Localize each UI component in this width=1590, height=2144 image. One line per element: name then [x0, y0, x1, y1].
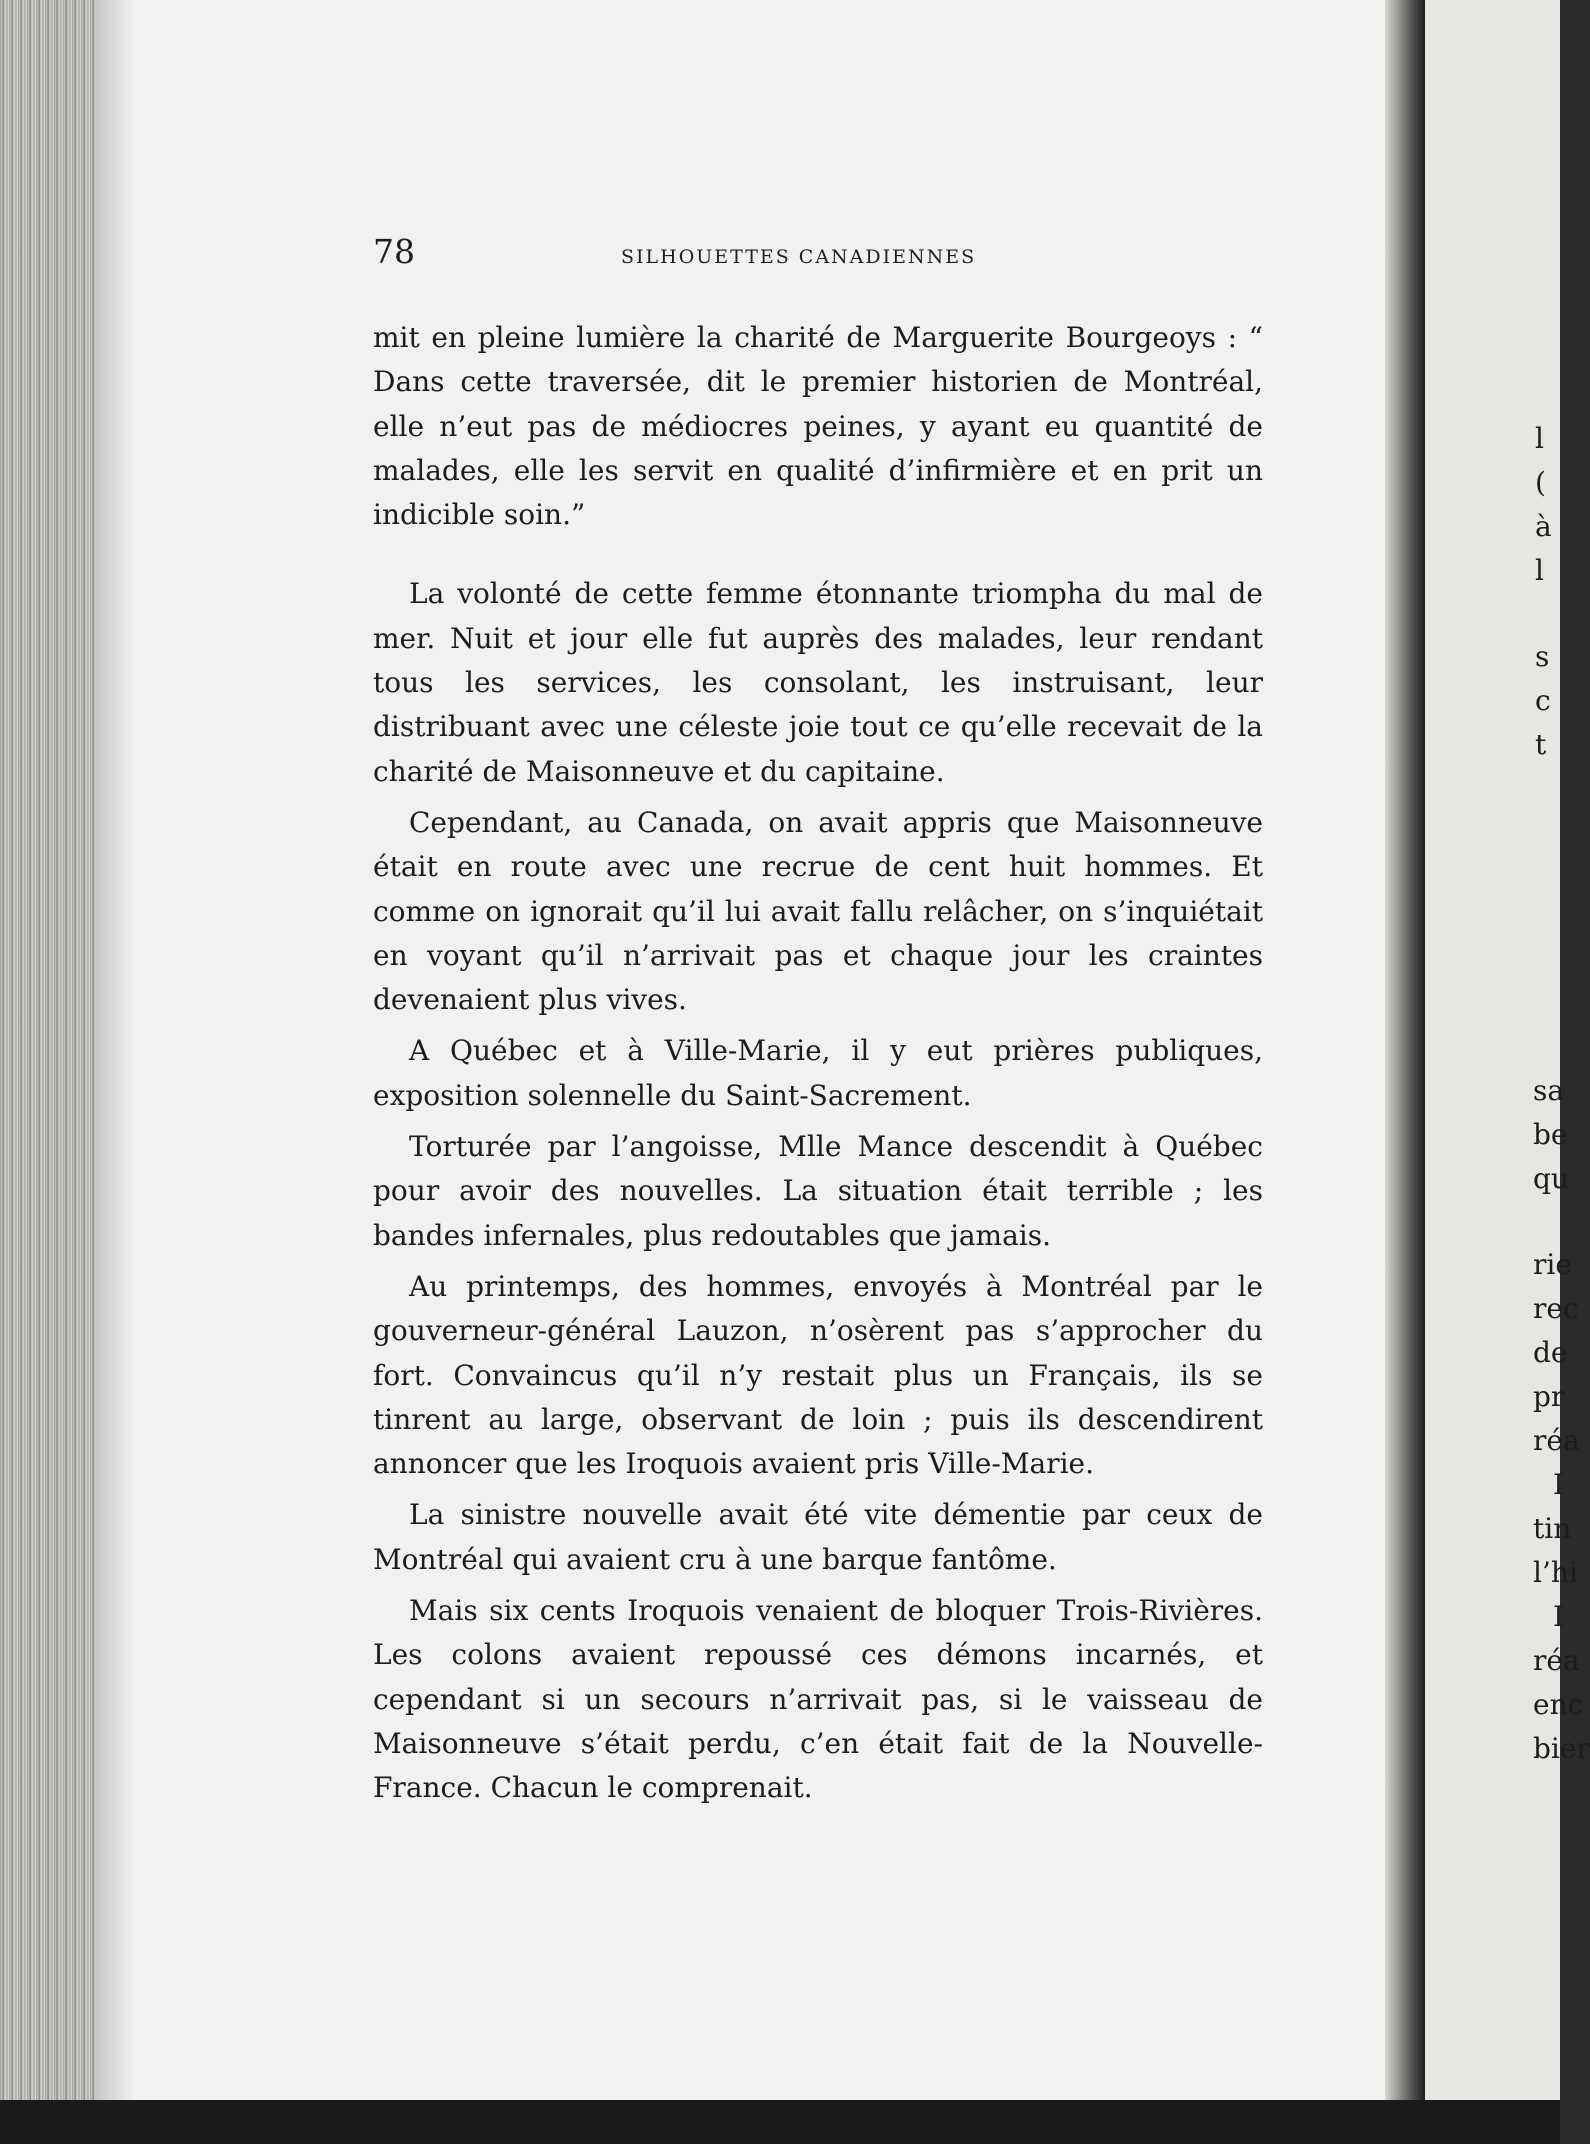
paragraph: A Québec et à Ville-Marie, il y eut prières publiques, exposition solennelle du Saint-Sacrement.	[373, 1034, 1263, 1112]
text-fragment: rec	[1533, 1292, 1579, 1325]
text-fragment: be	[1533, 1118, 1568, 1151]
text-fragment: sa	[1533, 1074, 1565, 1107]
text-fragment: l	[1535, 422, 1544, 455]
page-block-edge	[0, 0, 95, 2144]
paragraph: Au printemps, des hommes, envoyés à Montréal par le gouverneur-général Lauzon, n’osèrent pas s’approcher du fort. Convaincus qu’il n’y restait plus un Français, ils se tinrent au large, observant de loin ; puis ils descendirent annoncer que les Iroquois avaient pris Ville-Marie.	[373, 1269, 1263, 1481]
text-fragment: pr	[1533, 1380, 1565, 1413]
text-fragment: l’hi	[1533, 1556, 1578, 1589]
text-fragment: tin	[1533, 1512, 1572, 1545]
paragraph: La volonté de cette femme étonnante triompha du mal de mer. Nuit et jour elle fut auprès des malades, leur rendant tous les services, les consolant, les instruisant, leur distribuant avec une céleste joie tout ce qu’elle recevait de la charité de Maisonneuve et du capitaine.	[373, 577, 1263, 788]
text-fragment: I	[1553, 1600, 1565, 1633]
paragraph: mit en pleine lumière la charité de Marguerite Bourgeoys : “ Dans cette traversée, dit le premier historien de Montréal, elle n’eut pas de médiocres peines, y ayant eu quantité de malades, elle les servit en qualité d’infirmière et en prit un indicible soin.”	[373, 321, 1263, 532]
text-fragment: enc	[1533, 1688, 1584, 1721]
text-fragment: réa	[1533, 1644, 1580, 1677]
text-fragment: rie	[1533, 1248, 1572, 1281]
text-fragment: à	[1535, 510, 1552, 543]
scan-bottom-edge	[0, 2100, 1560, 2144]
paragraph: La sinistre nouvelle avait été vite démentie par ceux de Montréal qui avaient cru à une barque fantôme.	[373, 1498, 1263, 1576]
page-header	[373, 232, 1273, 292]
text-fragment: (	[1535, 466, 1546, 499]
paragraph: Cependant, au Canada, on avait appris que Maisonneuve était en route avec une recrue de cent huit hommes. Et comme on ignorait qu’il lui avait fallu relâcher, on s’inquiétait en voyant qu’il n’arrivait pas et chaque jour les craintes devenaient plus vives.	[373, 805, 1263, 1017]
text-fragment: c	[1535, 684, 1551, 717]
text-fragment: l	[1535, 554, 1544, 587]
page-number: 78	[373, 232, 415, 271]
text-fragment: bier	[1533, 1732, 1590, 1765]
text-fragment: t	[1535, 728, 1547, 761]
book-gutter	[1385, 0, 1425, 2144]
body-text	[373, 316, 1263, 1818]
text-fragment: qu	[1533, 1162, 1569, 1195]
text-fragment: I	[1553, 1468, 1565, 1501]
page-edge-shadow	[95, 0, 135, 2144]
text-fragment: réa	[1533, 1424, 1580, 1457]
paragraph: Torturée par l’angoisse, Mlle Mance descendit à Québec pour avoir des nouvelles. La situation était terrible ; les bandes infernales, plus redoutables que jamais.	[373, 1130, 1263, 1252]
running-title: SILHOUETTES CANADIENNES	[621, 246, 977, 268]
opposite-page-text	[1425, 0, 1590, 2100]
paragraph: Mais six cents Iroquois venaient de bloquer Trois-Rivières. Les colons avaient repoussé ces démons incarnés, et cependant si un secours n’arrivait pas, si le vaisseau de Maisonneuve s’était perdu, c’en était fait de la Nouvelle-France. Chacun le comprenait.	[373, 1594, 1263, 1805]
text-fragment: de	[1533, 1336, 1568, 1369]
text-fragment: s	[1535, 640, 1550, 673]
